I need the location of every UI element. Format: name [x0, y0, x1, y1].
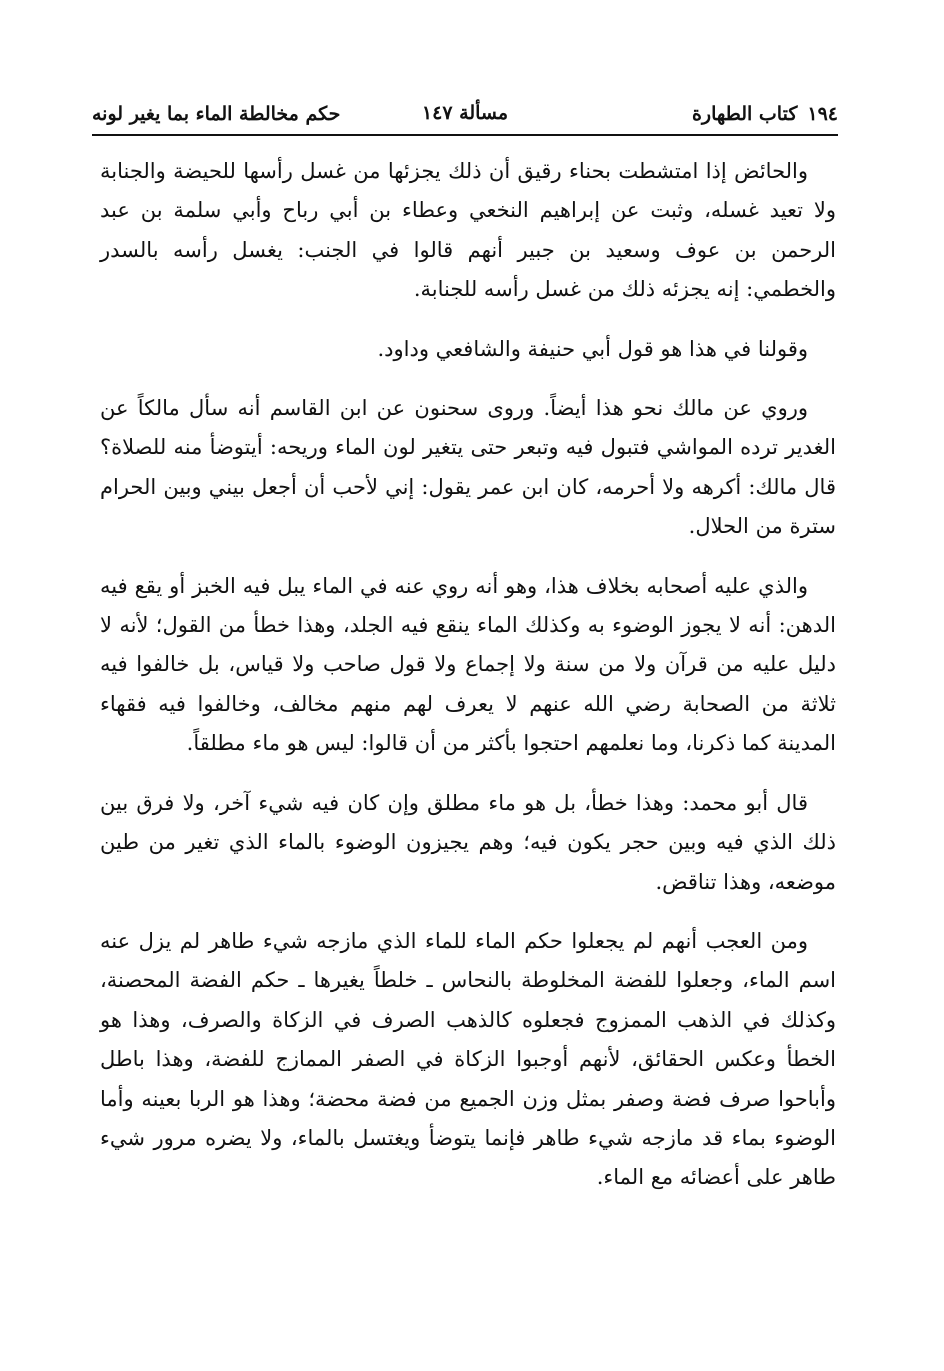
page-number: ١٩٤: [807, 103, 838, 125]
paragraph: ومن العجب أنهم لم يجعلوا حكم الماء للماء الذي مازجه شيء طاهر لم يزل عنه اسم الماء، وجعلوا للفضة المخلوطة بالنحاس ـ خلطاً يغيرها ـ حكم الفضة المحصنة، وكذلك في الذهب الممزوج فجعلوه كالذهب الصرف في الزكاة والصرف، وهذا هو الخطأ وعكس الحقائق، لأنهم أوجبوا الزكاة في الصفر الممازج للفضة، وهذا باطل وأباحوا صرف فضة وصفر بمثل وزن الجميع من فضة محضة؛ وهذا هو الربا بعينه وأما الوضوء بماء قد مازجه شيء طاهر فإنما يتوضأ ويغتسل بالماء، ولا يضره مرور شيء طاهر على أعضائه مع الماء.: [100, 928, 836, 1190]
paragraph: وقولنا في هذا هو قول أبي حنيفة والشافعي وداود.: [377, 336, 808, 361]
running-header: [92, 96, 838, 132]
paragraph: قال أبو محمد: وهذا خطأ، بل هو ماء مطلق وإن كان فيه شيء آخر، ولا فرق بين ذلك الذي فيه وبين حجر يكون فيه؛ وهم يجيزون الوضوء بالماء الذي تغير من طين موضعه، وهذا تناقض.: [100, 790, 836, 894]
book-title: كتاب الطهارة: [691, 103, 798, 125]
paragraph: والذي عليه أصحابه بخلاف هذا، وهو أنه روي عنه في الماء يبل فيه الخبز أو يقع فيه الدهن: أنه لا يجوز الوضوء به وكذلك الماء ينقع فيه الجلد، وهذا خطأ من القول؛ لأنه لا دليل عليه من قرآن ولا من سنة ولا إجماع ولا قول صاحب ولا قياس، بل خالفوا فيه ثلاثة من الصحابة رضي الله عنهم لا يعرف لهم منهم مخالف، وخالفوا فيه فقهاء المدينة كما ذكرنا، وما نعلمهم احتجوا بأكثر من أن قالوا: ليس هو ماء مطلقاً.: [100, 573, 836, 756]
page-body: [100, 152, 836, 1218]
issue-label: مسألة ١٤٧: [421, 102, 509, 124]
header-rule: [92, 134, 838, 136]
section-title: حكم مخالطة الماء بما يغير لونه: [92, 103, 341, 125]
paragraph: والحائض إذا امتشطت بحناء رقيق أن ذلك يجزئها من غسل رأسها للحيضة والجنابة ولا تعيد غسله، وثبت عن إبراهيم النخعي وعطاء بن أبي رباح وأبي سلمة بن عبد الرحمن بن عوف وسعيد بن جبير أنهم قالوا في الجنب: يغسل رأسه بالسدر والخطمي: إنه يجزئه ذلك من غسل رأسه للجنابة.: [100, 159, 836, 302]
paragraph: وروي عن مالك نحو هذا أيضاً. وروى سحنون عن ابن القاسم أنه سأل مالكاً عن الغدير ترده المواشي فتبول فيه وتبعر حتى يتغير لون الماء وريحه: أيتوضأ منه للصلاة؟ قال مالك: أكرهه ولا أحرمه، كان ابن عمر يقول: إني لأحب أن أجعل بيني وبين الحرام سترة من الحلال.: [100, 396, 836, 539]
header-book-info: [692, 103, 838, 125]
